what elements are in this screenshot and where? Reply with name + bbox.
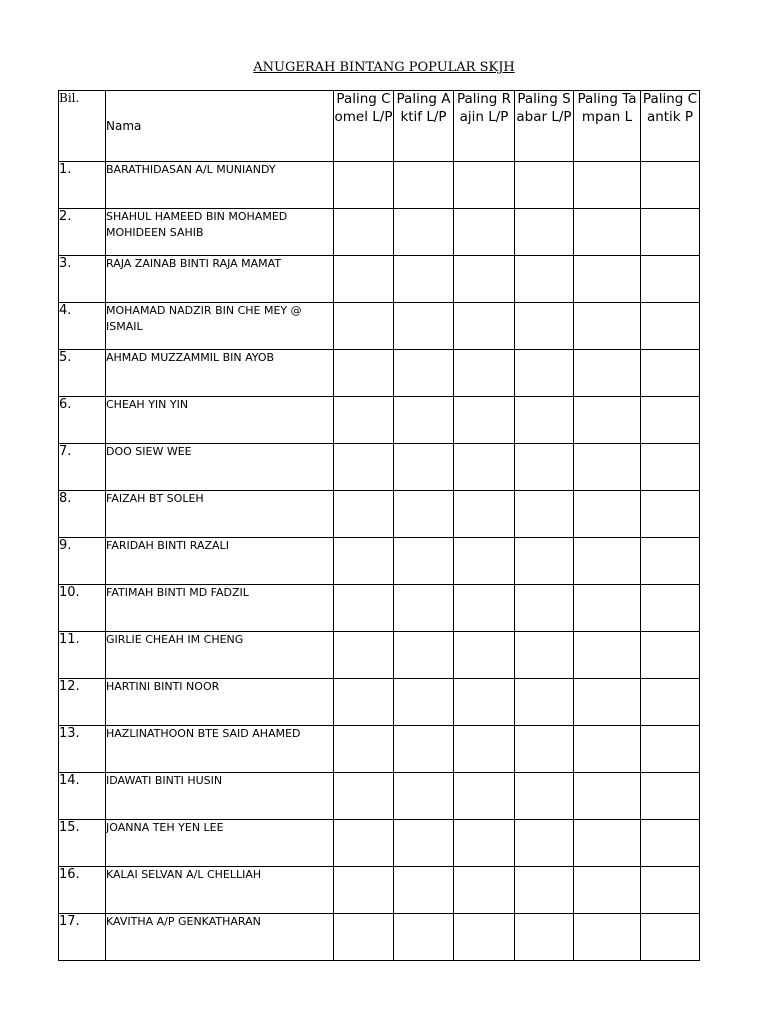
table-row	[59, 444, 700, 491]
table-row	[59, 585, 700, 632]
row-name: BARATHIDASAN A/L MUNIANDY	[106, 162, 334, 209]
header-bil: Bil.	[59, 91, 106, 162]
vote-cell[interactable]	[394, 209, 454, 256]
row-number: 6.	[59, 397, 106, 444]
row-number: 7.	[59, 444, 106, 491]
vote-cell[interactable]	[574, 632, 641, 679]
row-number: 12.	[59, 679, 106, 726]
vote-cell[interactable]	[641, 820, 700, 867]
vote-cell[interactable]	[334, 773, 394, 820]
row-name: AHMAD MUZZAMMIL BIN AYOB	[106, 350, 334, 397]
vote-cell[interactable]	[515, 585, 574, 632]
row-name: DOO SIEW WEE	[106, 444, 334, 491]
table-row	[59, 162, 700, 209]
vote-cell[interactable]	[334, 303, 394, 350]
vote-cell[interactable]	[334, 585, 394, 632]
header-paling-comel: Paling Comel L/P	[334, 91, 394, 162]
table-row	[59, 820, 700, 867]
vote-cell[interactable]	[454, 914, 515, 961]
row-number: 17.	[59, 914, 106, 961]
row-name: HAZLINATHOON BTE SAID AHAMED	[106, 726, 334, 773]
vote-cell[interactable]	[454, 538, 515, 585]
vote-cell[interactable]	[574, 162, 641, 209]
vote-cell[interactable]	[394, 350, 454, 397]
vote-cell[interactable]	[515, 350, 574, 397]
vote-cell[interactable]	[454, 256, 515, 303]
vote-cell[interactable]	[574, 867, 641, 914]
vote-cell[interactable]	[334, 444, 394, 491]
vote-cell[interactable]	[394, 303, 454, 350]
vote-cell[interactable]	[515, 538, 574, 585]
vote-cell[interactable]	[641, 444, 700, 491]
vote-cell[interactable]	[394, 397, 454, 444]
vote-cell[interactable]	[334, 820, 394, 867]
row-name: GIRLIE CHEAH IM CHENG	[106, 632, 334, 679]
vote-cell[interactable]	[334, 209, 394, 256]
vote-cell[interactable]	[454, 585, 515, 632]
vote-cell[interactable]	[641, 679, 700, 726]
header-paling-sabar: Paling Sabar L/P	[515, 91, 574, 162]
vote-cell[interactable]	[394, 914, 454, 961]
table-row	[59, 726, 700, 773]
vote-cell[interactable]	[574, 303, 641, 350]
table-row	[59, 397, 700, 444]
nomination-table	[58, 90, 700, 961]
vote-cell[interactable]	[574, 538, 641, 585]
vote-cell[interactable]	[454, 397, 515, 444]
table-row	[59, 256, 700, 303]
vote-cell[interactable]	[394, 773, 454, 820]
vote-cell[interactable]	[641, 585, 700, 632]
vote-cell[interactable]	[394, 726, 454, 773]
row-name: RAJA ZAINAB BINTI RAJA MAMAT	[106, 256, 334, 303]
vote-cell[interactable]	[394, 585, 454, 632]
vote-cell[interactable]	[394, 491, 454, 538]
vote-cell[interactable]	[515, 632, 574, 679]
vote-cell[interactable]	[641, 303, 700, 350]
vote-cell[interactable]	[641, 162, 700, 209]
row-number: 4.	[59, 303, 106, 350]
vote-cell[interactable]	[515, 679, 574, 726]
vote-cell[interactable]	[454, 491, 515, 538]
vote-cell[interactable]	[574, 820, 641, 867]
row-name: HARTINI BINTI NOOR	[106, 679, 334, 726]
vote-cell[interactable]	[574, 209, 641, 256]
table-row	[59, 350, 700, 397]
table-row	[59, 303, 700, 350]
row-number: 8.	[59, 491, 106, 538]
vote-cell[interactable]	[641, 773, 700, 820]
vote-cell[interactable]	[334, 914, 394, 961]
vote-cell[interactable]	[515, 256, 574, 303]
row-number: 2.	[59, 209, 106, 256]
vote-cell[interactable]	[641, 867, 700, 914]
vote-cell[interactable]	[574, 491, 641, 538]
row-number: 9.	[59, 538, 106, 585]
vote-cell[interactable]	[641, 256, 700, 303]
vote-cell[interactable]	[334, 679, 394, 726]
row-name: IDAWATI BINTI HUSIN	[106, 773, 334, 820]
table-row	[59, 914, 700, 961]
vote-cell[interactable]	[454, 773, 515, 820]
header-nama: Nama	[106, 91, 334, 162]
header-row	[59, 91, 700, 162]
vote-cell[interactable]	[454, 867, 515, 914]
vote-cell[interactable]	[394, 632, 454, 679]
row-name: FARIDAH BINTI RAZALI	[106, 538, 334, 585]
row-number: 14.	[59, 773, 106, 820]
vote-cell[interactable]	[394, 820, 454, 867]
vote-cell[interactable]	[334, 726, 394, 773]
vote-cell[interactable]	[515, 820, 574, 867]
vote-cell[interactable]	[641, 538, 700, 585]
vote-cell[interactable]	[394, 867, 454, 914]
vote-cell[interactable]	[454, 444, 515, 491]
table-body	[59, 162, 700, 961]
row-name: FATIMAH BINTI MD FADZIL	[106, 585, 334, 632]
table-row	[59, 773, 700, 820]
vote-cell[interactable]	[394, 256, 454, 303]
row-name: FAIZAH BT SOLEH	[106, 491, 334, 538]
header-paling-rajin: Paling Rajin L/P	[454, 91, 515, 162]
vote-cell[interactable]	[394, 538, 454, 585]
vote-cell[interactable]	[574, 914, 641, 961]
vote-cell[interactable]	[454, 209, 515, 256]
row-number: 15.	[59, 820, 106, 867]
vote-cell[interactable]	[574, 773, 641, 820]
vote-cell[interactable]	[515, 444, 574, 491]
vote-cell[interactable]	[454, 303, 515, 350]
vote-cell[interactable]	[515, 726, 574, 773]
vote-cell[interactable]	[515, 397, 574, 444]
vote-cell[interactable]	[334, 867, 394, 914]
vote-cell[interactable]	[574, 726, 641, 773]
header-paling-aktif: Paling Aktif L/P	[394, 91, 454, 162]
row-number: 11.	[59, 632, 106, 679]
table-row	[59, 632, 700, 679]
vote-cell[interactable]	[515, 162, 574, 209]
vote-cell[interactable]	[394, 679, 454, 726]
table-row	[59, 491, 700, 538]
vote-cell[interactable]	[574, 397, 641, 444]
row-number: 10.	[59, 585, 106, 632]
vote-cell[interactable]	[394, 162, 454, 209]
table-row	[59, 209, 700, 256]
vote-cell[interactable]	[574, 585, 641, 632]
vote-cell[interactable]	[515, 773, 574, 820]
table-row	[59, 679, 700, 726]
vote-cell[interactable]	[574, 444, 641, 491]
vote-cell[interactable]	[454, 726, 515, 773]
header-paling-tampan: Paling Tampan L	[574, 91, 641, 162]
vote-cell[interactable]	[334, 397, 394, 444]
row-name: KALAI SELVAN A/L CHELLIAH	[106, 867, 334, 914]
vote-cell[interactable]	[454, 679, 515, 726]
vote-cell[interactable]	[641, 726, 700, 773]
vote-cell[interactable]	[454, 350, 515, 397]
vote-cell[interactable]	[454, 820, 515, 867]
vote-cell[interactable]	[334, 256, 394, 303]
vote-cell[interactable]	[334, 632, 394, 679]
vote-cell[interactable]	[394, 444, 454, 491]
row-name: MOHAMAD NADZIR BIN CHE MEY @ ISMAIL	[106, 303, 334, 350]
row-number: 1.	[59, 162, 106, 209]
vote-cell[interactable]	[334, 350, 394, 397]
vote-cell[interactable]	[515, 491, 574, 538]
vote-cell[interactable]	[334, 491, 394, 538]
row-number: 13.	[59, 726, 106, 773]
table-row	[59, 538, 700, 585]
row-number: 16.	[59, 867, 106, 914]
vote-cell[interactable]	[574, 679, 641, 726]
vote-cell[interactable]	[515, 914, 574, 961]
vote-cell[interactable]	[641, 350, 700, 397]
vote-cell[interactable]	[454, 632, 515, 679]
vote-cell[interactable]	[574, 350, 641, 397]
vote-cell[interactable]	[641, 209, 700, 256]
vote-cell[interactable]	[641, 914, 700, 961]
vote-cell[interactable]	[454, 162, 515, 209]
vote-cell[interactable]	[334, 538, 394, 585]
document-title: ANUGERAH BINTANG POPULAR SKJH	[253, 60, 515, 75]
vote-cell[interactable]	[641, 397, 700, 444]
row-number: 3.	[59, 256, 106, 303]
row-name: JOANNA TEH YEN LEE	[106, 820, 334, 867]
vote-cell[interactable]	[641, 491, 700, 538]
row-number: 5.	[59, 350, 106, 397]
row-name: KAVITHA A/P GENKATHARAN	[106, 914, 334, 961]
vote-cell[interactable]	[574, 256, 641, 303]
table-row	[59, 867, 700, 914]
header-paling-cantik: Paling Cantik P	[641, 91, 700, 162]
row-name: CHEAH YIN YIN	[106, 397, 334, 444]
vote-cell[interactable]	[334, 162, 394, 209]
vote-cell[interactable]	[641, 632, 700, 679]
vote-cell[interactable]	[515, 867, 574, 914]
vote-cell[interactable]	[515, 209, 574, 256]
row-name: SHAHUL HAMEED BIN MOHAMED MOHIDEEN SAHIB	[106, 209, 334, 256]
vote-cell[interactable]	[515, 303, 574, 350]
